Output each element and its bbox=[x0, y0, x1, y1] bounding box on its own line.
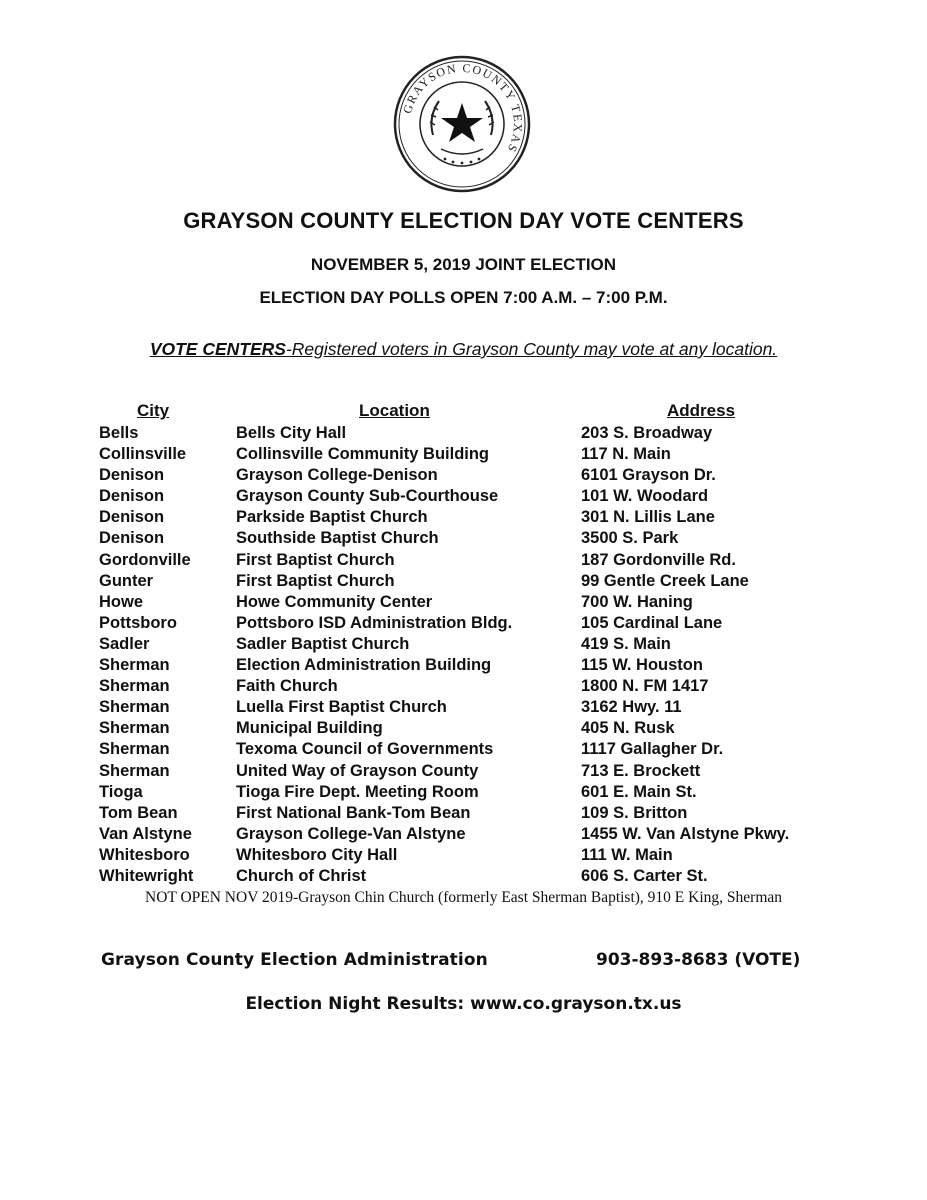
election-office-phone: 903-893-8683 (VOTE) bbox=[596, 950, 801, 970]
cell-location: Parkside Baptist Church bbox=[236, 508, 428, 527]
table-row bbox=[0, 803, 927, 824]
cell-location: Sadler Baptist Church bbox=[236, 634, 410, 653]
cell-address: 109 S. Britton bbox=[581, 803, 688, 822]
cell-location: First National Bank-Tom Bean bbox=[236, 803, 471, 822]
cell-location: Texoma Council of Governments bbox=[236, 740, 494, 759]
cell-city: Denison bbox=[99, 508, 165, 527]
cell-city: Denison bbox=[99, 529, 165, 548]
cell-location: First Baptist Church bbox=[236, 550, 395, 569]
cell-address: 301 N. Lillis Lane bbox=[581, 508, 715, 527]
cell-address: 1800 N. FM 1417 bbox=[581, 677, 709, 696]
cell-address: 187 Gordonville Rd. bbox=[581, 550, 736, 569]
cell-location: Church of Christ bbox=[236, 866, 367, 885]
cell-city: Whitesboro bbox=[99, 845, 190, 864]
cell-address: 3162 Hwy. 11 bbox=[581, 698, 682, 717]
cell-address: 203 S. Broadway bbox=[581, 424, 713, 442]
cell-address: 419 S. Main bbox=[581, 634, 671, 653]
column-header-address: Address bbox=[667, 401, 736, 420]
cell-city: Denison bbox=[99, 466, 165, 485]
cell-address: 117 N. Main bbox=[581, 445, 671, 464]
table-row bbox=[0, 676, 927, 697]
cell-location: Municipal Building bbox=[236, 719, 383, 738]
cell-city: Sherman bbox=[99, 656, 170, 675]
cell-location: Bells City Hall bbox=[236, 424, 347, 442]
table-row bbox=[0, 571, 927, 592]
cell-location: Election Administration Building bbox=[236, 656, 492, 675]
table-row bbox=[0, 718, 927, 739]
cell-city: Sadler bbox=[99, 634, 150, 653]
column-header-location: Location bbox=[359, 401, 430, 420]
cell-address: 3500 S. Park bbox=[581, 529, 679, 548]
cell-city: Sherman bbox=[99, 761, 170, 780]
seal-text: GRAYSON COUNTY TEXAS bbox=[400, 60, 526, 156]
cell-address: 105 Cardinal Lane bbox=[581, 613, 723, 632]
cell-city: Sherman bbox=[99, 719, 170, 738]
table-row bbox=[0, 739, 927, 760]
cell-address: 99 Gentle Creek Lane bbox=[581, 571, 749, 590]
election-subtitle: NOVEMBER 5, 2019 JOINT ELECTION bbox=[310, 255, 617, 274]
notice-text: -Registered voters in Grayson County may vote at any location. bbox=[285, 339, 778, 359]
table-row bbox=[0, 697, 927, 718]
cell-city: Denison bbox=[99, 487, 165, 506]
table-row bbox=[0, 655, 927, 676]
not-open-note: NOT OPEN NOV 2019-Grayson Chin Church (formerly East Sherman Baptist), 910 E King, Sherman bbox=[145, 889, 782, 906]
cell-location: Pottsboro ISD Administration Bldg. bbox=[236, 613, 513, 632]
cell-address: 601 E. Main St. bbox=[581, 782, 697, 801]
cell-location: Tioga Fire Dept. Meeting Room bbox=[236, 782, 479, 801]
cell-location: Grayson College-Denison bbox=[236, 466, 438, 485]
cell-location: First Baptist Church bbox=[236, 571, 395, 590]
cell-address: 405 N. Rusk bbox=[581, 719, 675, 738]
cell-address: 700 W. Haning bbox=[581, 592, 693, 611]
cell-city: Sherman bbox=[99, 740, 170, 759]
election-office-name: Grayson County Election Administration bbox=[101, 950, 488, 970]
cell-city: Gordonville bbox=[99, 550, 191, 569]
table-row bbox=[0, 592, 927, 613]
cell-address: 606 S. Carter St. bbox=[581, 866, 708, 885]
cell-location: Southside Baptist Church bbox=[236, 529, 439, 548]
vote-centers-table bbox=[0, 423, 927, 887]
cell-location: Grayson County Sub-Courthouse bbox=[236, 487, 499, 506]
cell-location: Faith Church bbox=[236, 677, 338, 696]
table-row bbox=[0, 528, 927, 549]
cell-city: Collinsville bbox=[99, 445, 187, 464]
cell-address: 115 W. Houston bbox=[581, 656, 703, 675]
cell-city: Gunter bbox=[99, 571, 154, 590]
polling-hours: ELECTION DAY POLLS OPEN 7:00 A.M. – 7:00 P.M. bbox=[259, 288, 668, 307]
cell-city: Van Alstyne bbox=[99, 824, 192, 843]
table-row bbox=[0, 782, 927, 803]
cell-city: Tom Bean bbox=[99, 803, 178, 822]
election-results-link: Election Night Results: www.co.grayson.tx.us bbox=[245, 994, 682, 1014]
cell-location: Grayson College-Van Alstyne bbox=[236, 824, 466, 843]
cell-city: Whitewright bbox=[99, 866, 194, 885]
cell-address: 111 W. Main bbox=[581, 845, 673, 864]
table-row bbox=[0, 761, 927, 782]
cell-address: 101 W. Woodard bbox=[581, 487, 709, 506]
cell-location: Howe Community Center bbox=[236, 592, 433, 611]
table-row bbox=[0, 613, 927, 634]
cell-city: Sherman bbox=[99, 677, 170, 696]
table-row bbox=[0, 550, 927, 571]
table-row bbox=[0, 845, 927, 866]
table-row bbox=[0, 866, 927, 887]
cell-city: Tioga bbox=[99, 782, 143, 801]
vote-centers-notice bbox=[0, 339, 927, 360]
cell-city: Sherman bbox=[99, 698, 170, 717]
cell-address: 713 E. Brockett bbox=[581, 761, 701, 780]
table-row bbox=[0, 486, 927, 507]
cell-address: 1455 W. Van Alstyne Pkwy. bbox=[581, 824, 790, 843]
county-seal bbox=[393, 55, 531, 193]
cell-location: Luella First Baptist Church bbox=[236, 698, 447, 717]
cell-city: Bells bbox=[99, 424, 139, 442]
cell-location: Collinsville Community Building bbox=[236, 445, 490, 464]
column-header-city: City bbox=[137, 401, 170, 420]
table-row bbox=[0, 507, 927, 528]
table-row bbox=[0, 465, 927, 486]
table-row bbox=[0, 444, 927, 465]
table-row bbox=[0, 634, 927, 655]
cell-city: Howe bbox=[99, 592, 144, 611]
texas-star-seal-icon bbox=[430, 101, 494, 164]
table-row bbox=[0, 824, 927, 845]
cell-address: 6101 Grayson Dr. bbox=[581, 466, 716, 485]
notice-label: VOTE CENTERS bbox=[149, 339, 286, 359]
cell-city: Pottsboro bbox=[99, 613, 177, 632]
cell-address: 1117 Gallagher Dr. bbox=[581, 740, 724, 759]
page-title: GRAYSON COUNTY ELECTION DAY VOTE CENTERS bbox=[183, 208, 744, 233]
cell-location: Whitesboro City Hall bbox=[236, 845, 398, 864]
table-row bbox=[0, 423, 927, 444]
cell-location: United Way of Grayson County bbox=[236, 761, 479, 780]
